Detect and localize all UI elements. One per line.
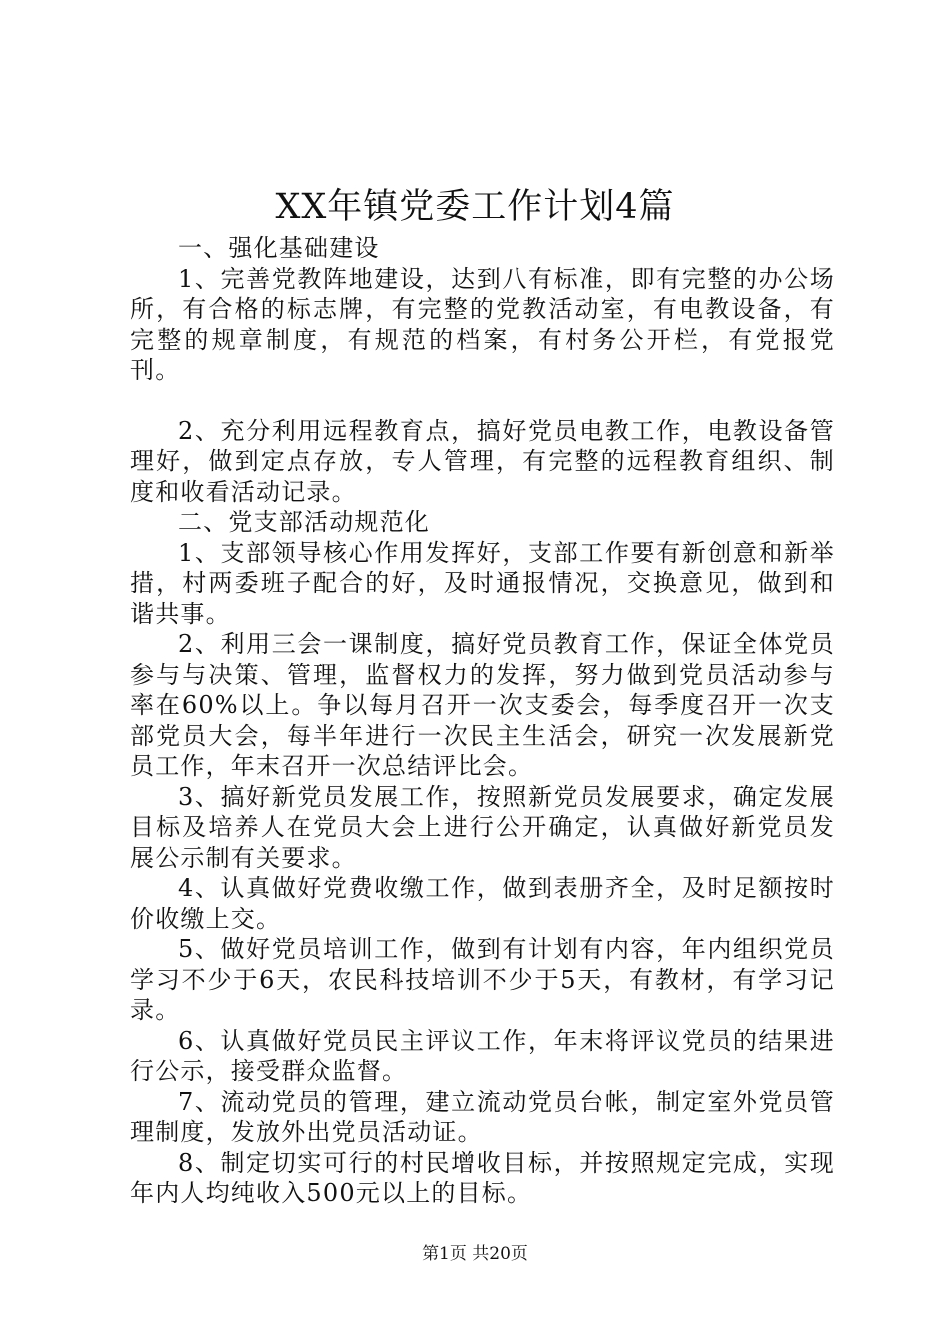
paragraph: 4、认真做好党费收缴工作，做到表册齐全，及时足额按时价收缴上交。 xyxy=(130,874,835,933)
document-title: XX年镇党委工作计划4篇 xyxy=(275,187,675,227)
paragraph: 2、利用三会一课制度，搞好党员教育工作，保证全体党员参与与决策、管理，监督权力的发挥，努力做到党员活动参与率在60%以上。争以每月召开一次支委会，每季度召开一次支部党员大会，每半年进行一次民主生活会，研究一次发展新党员工作，年末召开一次总结评比会。 xyxy=(130,630,835,780)
page-number-footer: 第1页 共20页 xyxy=(422,1244,528,1264)
paragraph: 2、充分利用远程教育点，搞好党员电教工作，电教设备管理好，做到定点存放，专人管理，有完整的远程教育组织、制度和收看活动记录。 xyxy=(130,416,835,506)
paragraph: 8、制定切实可行的村民增收目标，并按照规定完成，实现年内人均纯收入500元以上的目标。 xyxy=(130,1148,835,1207)
paragraph: 3、搞好新党员发展工作，按照新党员发展要求，确定发展目标及培养人在党员大会上进行公开确定，认真做好新党员发展公示制有关要求。 xyxy=(130,782,835,872)
section-heading: 二、党支部活动规范化 xyxy=(178,508,430,536)
paragraph: 1、完善党教阵地建设，达到八有标准，即有完整的办公场所，有合格的标志牌，有完整的党教活动室，有电教设备，有完整的规章制度，有规范的档案，有村务公开栏，有党报党刊。 xyxy=(130,264,835,384)
section-heading: 一、强化基础建设 xyxy=(178,234,380,262)
document-body xyxy=(130,233,835,1209)
paragraph: 5、做好党员培训工作，做到有计划有内容，年内组织党员学习不少于6天，农民科技培训不少于5天，有教材，有学习记录。 xyxy=(130,935,835,1024)
paragraph: 1、支部领导核心作用发挥好，支部工作要有新创意和新举措，村两委班子配合的好，及时通报情况，交换意见，做到和谐共事。 xyxy=(130,538,835,628)
paragraph: 6、认真做好党员民主评议工作，年末将评议党员的结果进行公示，接受群众监督。 xyxy=(130,1026,835,1085)
paragraph: 7、流动党员的管理，建立流动党员台帐，制定室外党员管理制度，发放外出党员活动证。 xyxy=(130,1087,835,1146)
